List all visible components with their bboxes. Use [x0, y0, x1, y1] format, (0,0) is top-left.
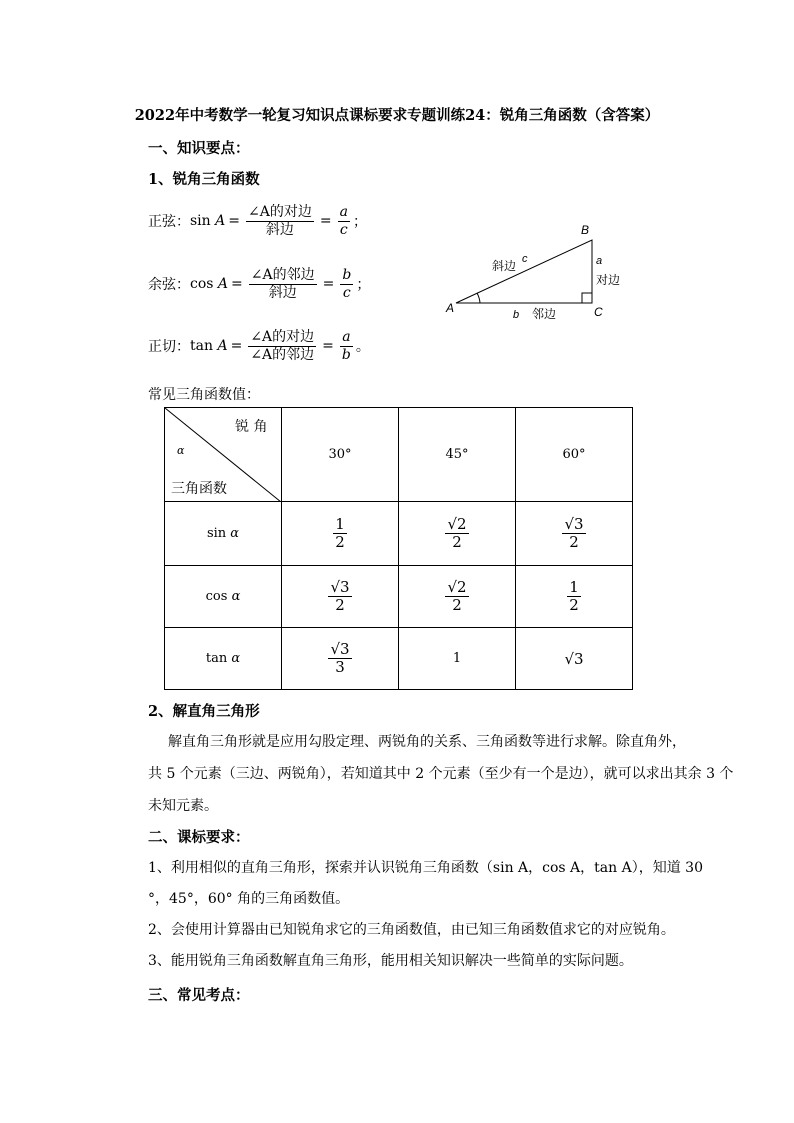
tangent-var: A [217, 338, 228, 354]
cos-60-value: $\frac{1}{2}$ [516, 566, 633, 628]
angle-a-arc [477, 293, 480, 303]
sin-60-value: $\frac{√3}{2}$ [516, 502, 633, 566]
row-label-tan: tan α [165, 628, 282, 690]
header-trig-function: 三角函数 [171, 481, 227, 497]
vertex-a-label: A [446, 301, 455, 315]
tangent-letter-fraction: $\frac{a}{b}$ [341, 329, 351, 363]
tan-30-value: $\frac{√3}{3}$ [282, 628, 399, 690]
header-alpha: α [177, 444, 185, 457]
tangent-word-fraction: $\frac{\text{∠A的对边}}{\text{∠A的邻边}}$ [250, 329, 315, 363]
hypotenuse-label: 斜边 [492, 259, 517, 273]
sine-label: 正弦： [148, 214, 190, 230]
sine-formula: 正弦： sin A = $\frac{\text{∠A的对边}}{\text{斜边}}$ = $\frac{a}{c}$ ； [148, 204, 367, 238]
tangent-fn: tan [190, 338, 213, 354]
cosine-fn: cos [190, 276, 214, 292]
sine-var: A [215, 213, 226, 229]
opposite-var: a [596, 255, 603, 267]
cos-45-value: $\frac{√2}{2}$ [399, 566, 516, 628]
section-knowledge-points: 一、知识要点： [148, 140, 250, 157]
document-title: 2022年中考数学一轮复习知识点课标要求专题训练24：锐角三角函数（含答案） [134, 107, 660, 124]
table-header-diagonal-cell [165, 408, 282, 502]
requirement-1-line-2: °，45°，60° 角的三角函数值。 [148, 891, 350, 907]
sine-letter-fraction: $\frac{a}{c}$ [339, 204, 348, 238]
sin-30-value: $\frac{1}{2}$ [282, 502, 399, 566]
row-label-cos: cos α [165, 566, 282, 628]
header-angle-60: 60° [516, 408, 633, 502]
vertex-b-label: B [581, 223, 590, 237]
tan-45-value: 1 [399, 628, 516, 690]
cosine-label: 余弦： [148, 277, 190, 293]
requirement-3: 3、能用锐角三角函数解直角三角形，能用相关知识解决一些简单的实际问题。 [148, 953, 633, 969]
triangle-shape [456, 240, 592, 303]
opposite-label: 对边 [596, 273, 621, 287]
section-acute-trig-functions: 1、锐角三角函数 [148, 171, 260, 188]
cosine-formula: 余弦： cos A = $\frac{\text{∠A的邻边}}{\text{斜边}}$ = $\frac{b}{c}$ ； [148, 267, 371, 301]
table-row-cos [165, 566, 633, 628]
cosine-word-fraction: $\frac{\text{∠A的邻边}}{\text{斜边}}$ [250, 267, 315, 301]
vertex-c-label: C [594, 305, 603, 319]
table-row-sin [165, 502, 633, 566]
trig-values-table [164, 407, 633, 690]
cosine-var: A [217, 276, 229, 292]
solve-paragraph-line-3: 未知元素。 [148, 798, 218, 814]
requirement-2: 2、会使用计算器由已知锐角求它的三角函数值，由已知三角函数值求它的对应锐角。 [148, 922, 675, 938]
sin-45-value: $\frac{√2}{2}$ [399, 502, 516, 566]
section-solve-right-triangle: 2、解直角三角形 [148, 703, 260, 720]
requirement-1-line-1: 1、利用相似的直角三角形，探索并认识锐角三角函数（sin A，cos A，tan A），知道 30 [148, 860, 703, 876]
sine-word-fraction: $\frac{\text{∠A的对边}}{\text{斜边}}$ [248, 204, 312, 238]
header-acute-angle: 锐 角 [235, 419, 268, 435]
hypotenuse-var: c [522, 253, 528, 265]
row-label-sin: sin α [165, 502, 282, 566]
adjacent-label: 邻边 [532, 307, 557, 321]
section-curriculum-requirements: 二、课标要求： [148, 829, 250, 846]
tan-60-value: √3 [516, 628, 633, 690]
solve-paragraph-line-2: 共 5 个元素（三边、两锐角），若知道其中 2 个元素（至少有一个是边），就可以求出其余 3 个 [148, 766, 734, 782]
right-triangle-diagram [440, 218, 640, 328]
solve-paragraph-line-1: 解直角三角形就是应用勾股定理、两锐角的关系、三角函数等进行求解。除直角外， [168, 734, 686, 750]
table-row-tan [165, 628, 633, 690]
cosine-letter-fraction: $\frac{b}{c}$ [342, 267, 352, 301]
header-angle-45: 45° [399, 408, 516, 502]
cos-30-value: $\frac{√3}{2}$ [282, 566, 399, 628]
right-angle-marker [582, 293, 592, 303]
header-angle-30: 30° [282, 408, 399, 502]
table-caption: 常见三角函数值： [148, 387, 260, 403]
tangent-label: 正切： [148, 339, 190, 355]
tangent-formula: 正切： tan A = $\frac{\text{∠A的对边}}{\text{∠A的邻边}}$ = $\frac{a}{b}$ 。 [148, 329, 370, 363]
section-common-test-points: 三、常见考点： [148, 987, 250, 1004]
sine-fn: sin [190, 213, 211, 229]
adjacent-var: b [513, 309, 520, 321]
